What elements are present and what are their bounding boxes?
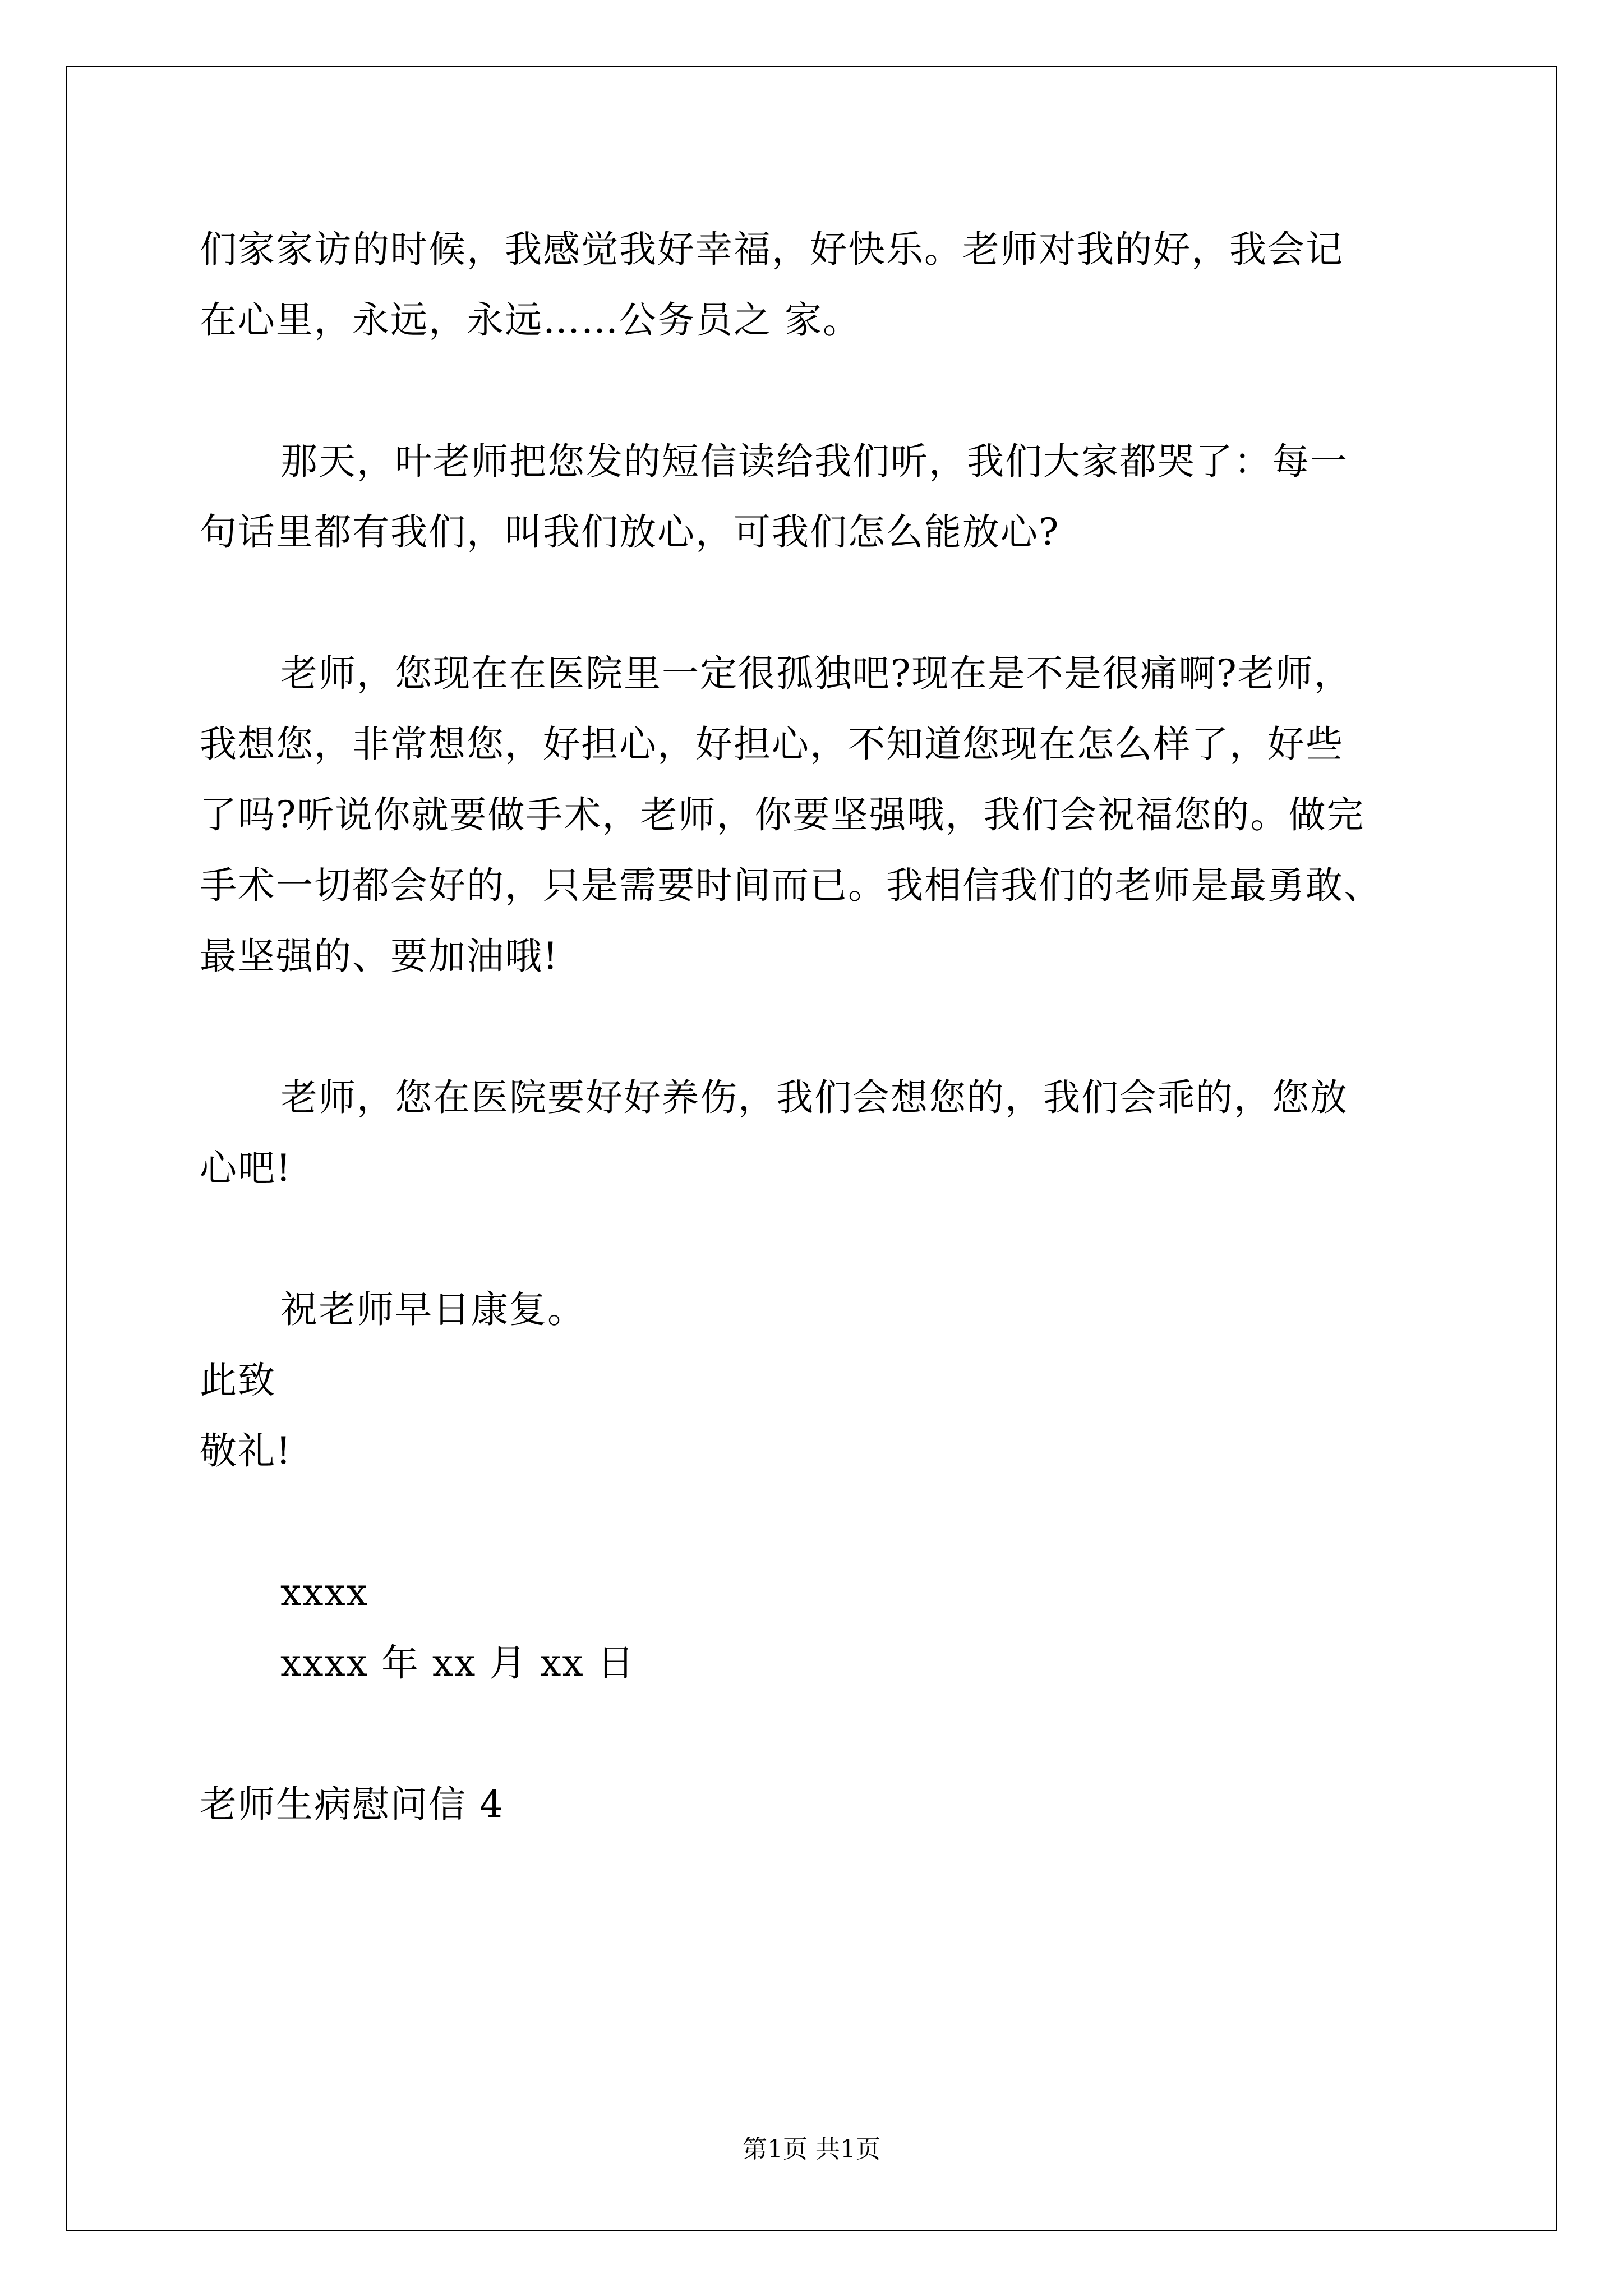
text-line: 了吗?听说你就要做手术，老师，你要坚强哦，我们会祝福您的。做完 bbox=[200, 793, 1365, 836]
text-line: xxxx bbox=[280, 1571, 368, 1614]
text-line: 祝老师早日康复。 bbox=[280, 1288, 585, 1331]
text-line: 此致 bbox=[200, 1359, 276, 1402]
text-line: 老师生病慰问信 4 bbox=[200, 1783, 504, 1826]
text-line: 老师，您在医院要好好养伤，我们会想您的，我们会乖的，您放 bbox=[280, 1076, 1348, 1119]
text-line: 心吧! bbox=[200, 1147, 292, 1190]
text-line: 句话里都有我们，叫我们放心，可我们怎么能放心? bbox=[200, 510, 1060, 554]
page-footer: 第1页 共1页 bbox=[743, 2135, 880, 2164]
text-line: 在心里，永远，永远……公务员之 家。 bbox=[200, 298, 861, 342]
text-line: 那天，叶老师把您发的短信读给我们听，我们大家都哭了：每一 bbox=[280, 440, 1348, 483]
text-line: 老师，您现在在医院里一定很孤独吧?现在是不是很痛啊?老师， bbox=[280, 652, 1352, 695]
text-line: 敬礼! bbox=[200, 1429, 292, 1473]
text-line: 我想您，非常想您，好担心，好担心，不知道您现在怎么样了，好些 bbox=[200, 723, 1344, 766]
text-line: 们家家访的时候，我感觉我好幸福，好快乐。老师对我的好，我会记 bbox=[200, 228, 1344, 271]
text-line: 手术一切都会好的，只是需要时间而已。我相信我们的老师是最勇敢、 bbox=[200, 864, 1382, 907]
text-line: xxxx 年 xx 月 xx 日 bbox=[280, 1641, 635, 1685]
text-line: 最坚强的、要加油哦! bbox=[200, 935, 559, 978]
